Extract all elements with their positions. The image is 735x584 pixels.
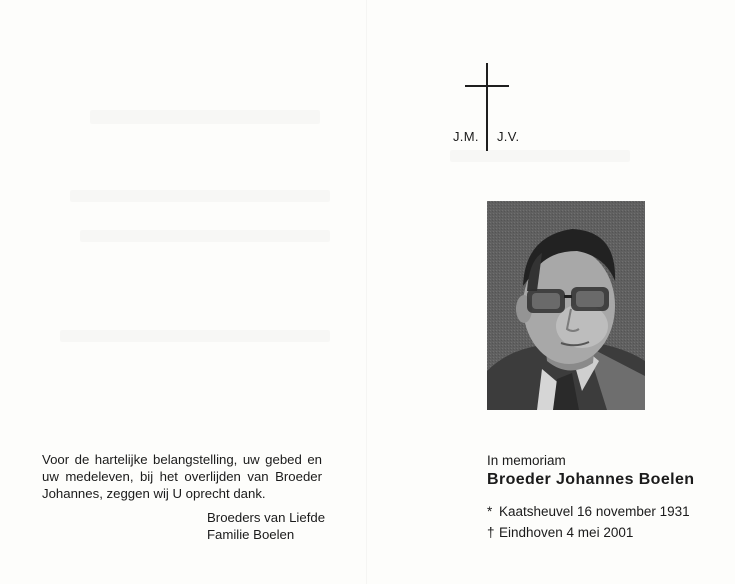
show-through-mark [80,230,330,242]
memoriam-label: In memoriam [487,453,566,468]
birth-line [487,504,690,519]
monogram-right: J.V. [497,129,520,144]
thank-you-message: Voor de hartelijke belangstelling, uw gebed en uw medeleven, bij het overlijden van Broeder Johannes, zeggen wij U oprecht dank. [42,452,322,501]
show-through-mark [60,330,330,342]
portrait-illustration [487,201,645,410]
signature-line-1: Broeders van Liefde [207,510,326,525]
death-line [487,525,633,540]
cross-horizontal-bar [465,85,509,87]
birth-star-icon: * [487,504,493,519]
portrait-photo [487,201,645,410]
cross-vertical-bar [486,63,488,151]
show-through-mark [70,190,330,202]
show-through-mark [450,150,630,162]
birth-text: Kaatsheuvel 16 november 1931 [499,504,690,519]
deceased-name: Broeder Johannes Boelen [487,471,695,488]
show-through-mark [90,110,320,124]
death-dagger-icon: † [487,525,495,540]
death-text: Eindhoven 4 mei 2001 [499,525,634,540]
card-fold-line [366,0,367,584]
monogram-left: J.M. [453,129,479,144]
signature-line-2: Familie Boelen [207,527,295,542]
